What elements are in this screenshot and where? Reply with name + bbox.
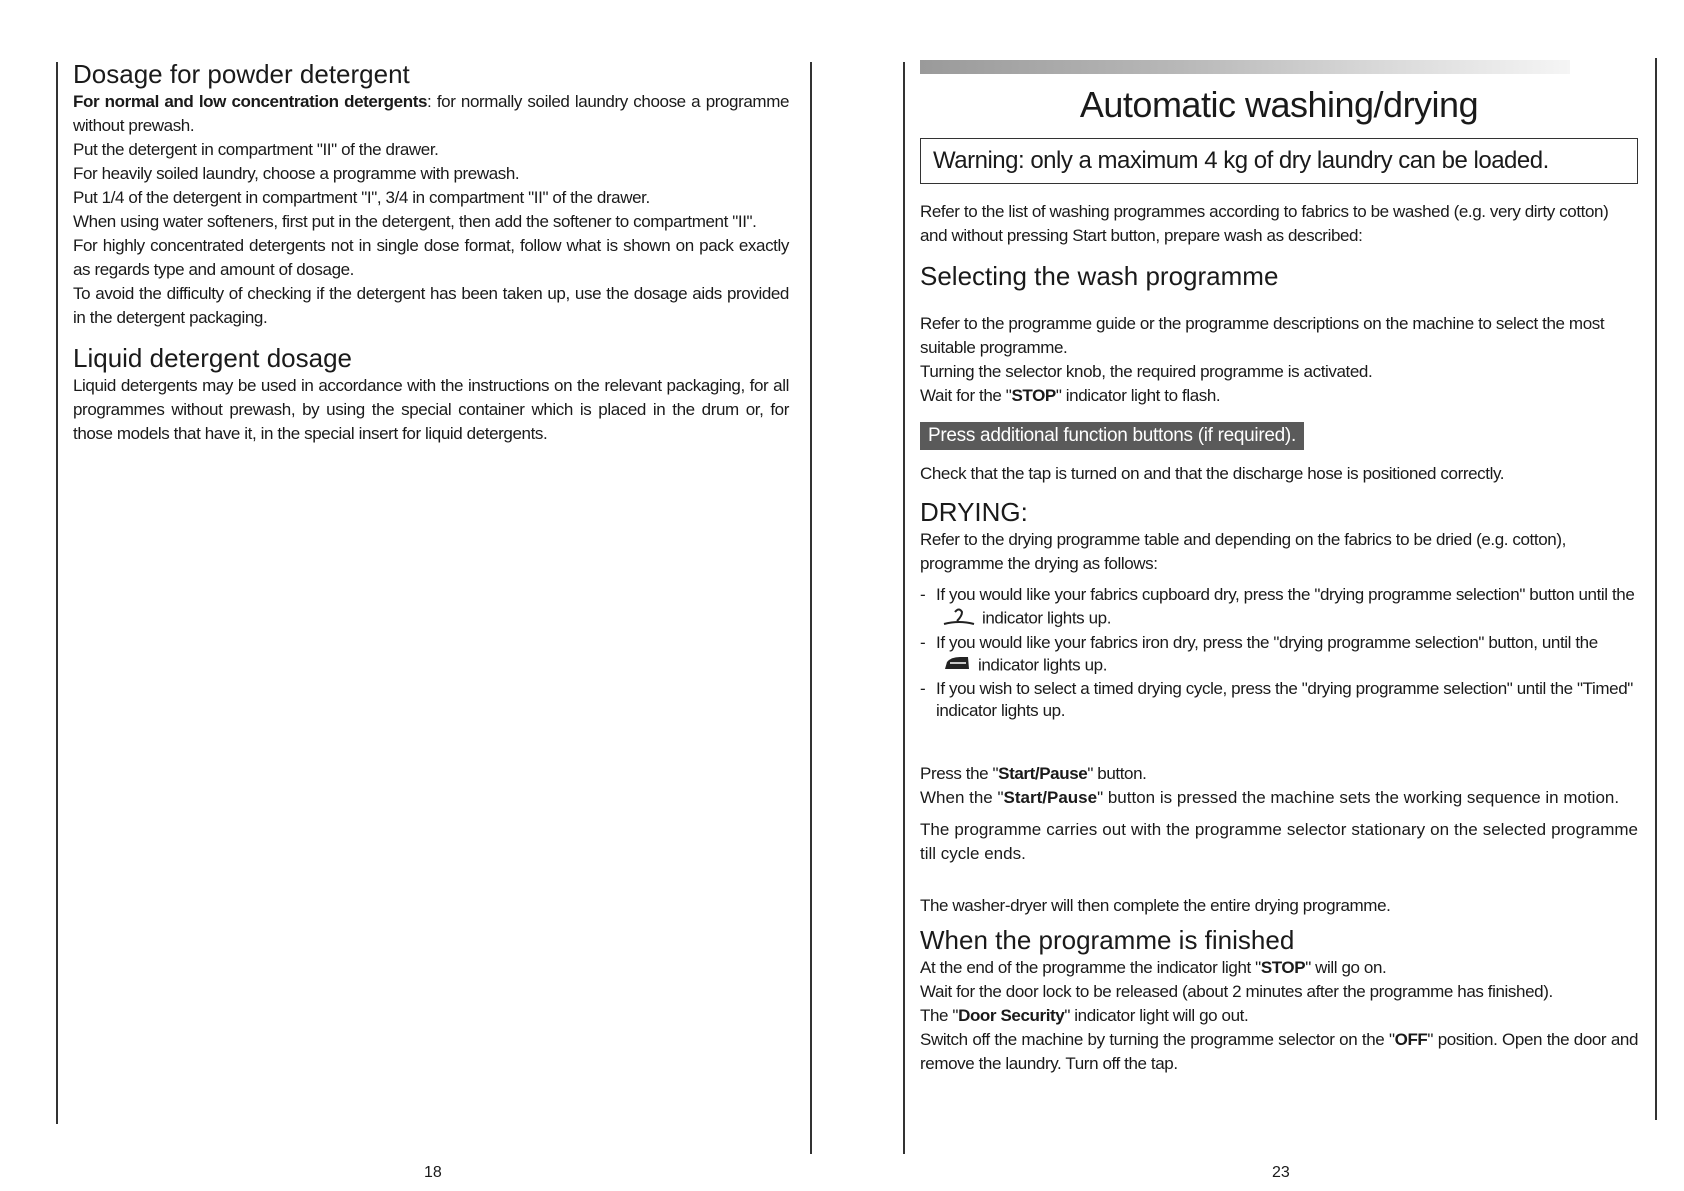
powder-p2: Put the detergent in compartment "II" of the drawer. [73,139,439,159]
start-p2 [920,786,1638,810]
right-page-number: 23 [1272,1164,1290,1181]
right-margin-rule [1655,58,1657,1120]
warning-box: Warning: only a maximum 4 kg of dry laundry can be loaded. [920,138,1638,184]
start-p1-c: " button. [1087,763,1147,783]
start-p1-a: Press the " [920,763,999,783]
bullet-dash: - [920,678,926,698]
start-p1-b: Start/Pause [998,763,1088,783]
bullet-dash: - [920,632,926,652]
finished-p4-off: OFF [1394,1029,1428,1049]
drying-b2-a: If you would like your fabrics iron dry, press the "drying programme selection" button, until the [936,632,1598,652]
finished-p1-stop: STOP [1260,957,1306,977]
finished-p3-a: The " [920,1005,959,1025]
finished-heading: When the programme is finished [920,924,1295,955]
finished-p1-c: " will go on. [1305,957,1387,977]
iron-dry-icon [942,654,972,678]
powder-p3: For heavily soiled laundry, choose a programme with prewash. [73,163,520,183]
drying-b3: If you wish to select a timed drying cycle, press the "drying programme selection" until the "Timed" indicator lights up. [936,678,1633,720]
left-page [73,60,789,446]
finished-p2: Wait for the door lock to be released (about 2 minutes after the programme has finished). [920,981,1553,1001]
powder-p7: To avoid the difficulty of checking if the detergent has been taken up, use the dosage aids provided in the detergent packaging. [73,283,789,327]
bullet-dash: - [920,584,926,604]
select-p2: Turning the selector knob, the required programme is activated. [920,361,1373,381]
powder-heading: Dosage for powder detergent [73,59,410,89]
drying-bullet-1 [920,584,1638,632]
additional-functions-highlight: Press additional function buttons (if required). [920,422,1304,450]
start-p4: The washer-dryer will then complete the entire drying programme. [920,895,1391,915]
header-banner-stripe [920,60,1570,74]
select-p1: Refer to the programme guide or the programme descriptions on the machine to select the most suitable programme. [920,313,1605,357]
liquid-heading: Liquid detergent dosage [73,342,353,373]
start-p2-a: When the " [920,787,1004,807]
right-page [920,60,1638,1076]
cupboard-dry-icon [942,606,976,632]
finished-p3-c: " indicator light will go out. [1064,1005,1249,1025]
select-heading: Selecting the wash programme [920,261,1279,291]
intro-text: Refer to the list of washing programmes according to fabrics to be washed (e.g. very dirty cotton) and without pressing Start button, prepare wash as described: [920,202,1609,245]
powder-p1-rest: : for normally soiled laundry choose a programme without prewash. [73,91,790,135]
powder-p4: Put 1/4 of the detergent in compartment "I", 3/4 in compartment "II" of the drawer. [73,187,650,207]
powder-p1 [73,90,789,138]
drying-intro: Refer to the drying programme table and depending on the fabrics to be dried (e.g. cotton), programme the drying as follows: [920,529,1566,573]
finished-p3-door: Door Security [958,1005,1065,1025]
start-p1 [920,762,1638,786]
finished-p3 [920,1004,1638,1028]
drying-b1-b: indicator lights up. [982,608,1112,628]
right-page-left-rule [903,62,905,1154]
finished-p4-a: Switch off the machine by turning the programme selector on the " [920,1029,1395,1049]
page-title: Automatic washing/drying [1079,84,1479,125]
start-p3: The programme carries out with the programme selector stationary on the selected programme till cycle ends. [920,819,1638,863]
drying-b1-a: If you would like your fabrics cupboard dry, press the "drying programme selection" button until the [936,584,1635,604]
select-p3-stop: STOP [1011,385,1056,405]
start-p2-b: Start/Pause [1003,787,1098,807]
powder-p1-bold: For normal and low concentration detergents [73,91,428,111]
liquid-p1: Liquid detergents may be used in accordance with the instructions on the relevant packaging, for all programmes without prewash, by using the special container which is placed in the drum or, for those models that have it, in the special insert for liquid detergents. [73,375,789,443]
start-p2-c: " button is pressed the machine sets the working sequence in motion. [1097,787,1620,807]
powder-p5: When using water softeners, first put in the detergent, then add the softener to compartment "II". [73,211,757,231]
select-p3-c: " indicator light to flash. [1055,385,1221,405]
tap-text: Check that the tap is turned on and that the discharge hose is positioned correctly. [920,463,1505,483]
drying-bullet-3 [920,678,1638,722]
left-margin-rule [56,62,58,1124]
drying-bullet-2 [920,632,1638,678]
drying-heading: DRYING: [920,496,1028,527]
select-p3-a: Wait for the " [920,385,1012,405]
finished-p4-c: " position. Open the door and remove the laundry. Turn off the tap. [920,1029,1639,1073]
powder-p6: For highly concentrated detergents not in single dose format, follow what is shown on pack exactly as regards type and amount of dosage. [73,235,789,279]
finished-p4 [920,1028,1638,1076]
left-page-number: 18 [424,1164,442,1181]
left-page-right-rule [810,62,812,1154]
drying-b2-b: indicator lights up. [978,655,1108,675]
finished-p1 [920,956,1638,980]
select-p3 [920,384,1638,408]
finished-p1-a: At the end of the programme the indicator light " [920,957,1261,977]
